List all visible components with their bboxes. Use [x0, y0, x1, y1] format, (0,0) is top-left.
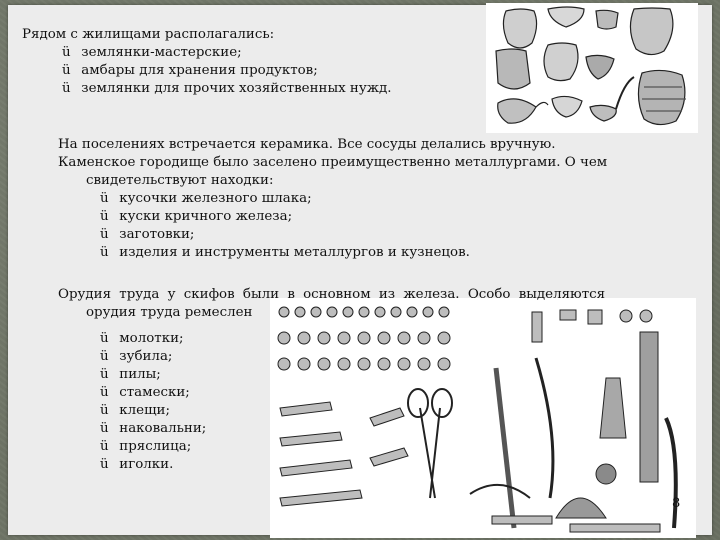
check-icon: ü — [62, 81, 71, 96]
check-icon: ü — [100, 227, 109, 242]
check-icon: ü — [100, 403, 109, 418]
intro-line: Рядом с жилищами располагались: — [22, 27, 275, 42]
list-item: ü землянки-мастерские; — [62, 45, 242, 60]
check-icon: ü — [100, 439, 109, 454]
list-item: ü землянки для прочих хозяйственных нужд. — [62, 81, 392, 96]
check-icon: ü — [100, 191, 109, 206]
tools-line-1: Орудия труда у скифов были в основном из железа. Особо выделяются — [58, 287, 606, 302]
check-icon: ü — [100, 385, 109, 400]
check-icon: ü — [100, 367, 109, 382]
tools-illustration — [270, 298, 696, 538]
ceramics-sentence: На поселениях встречается керамика. Все сосуды делались вручную. — [58, 137, 556, 152]
check-icon: ü — [100, 349, 109, 364]
check-icon: ü — [62, 63, 71, 78]
tools-line-2: орудия труда ремеслен — [86, 305, 253, 320]
list-item: ü наковальни; — [100, 421, 207, 436]
list-item: ü изделия и инструменты металлургов и кузнецов. — [100, 245, 470, 260]
page-number: 8 — [672, 496, 681, 511]
settlement-line-2: свидетельствуют находки: — [86, 173, 274, 188]
check-icon: ü — [100, 457, 109, 472]
list-item: ü клещи; — [100, 403, 170, 418]
list-item: ü амбары для хранения продуктов; — [62, 63, 318, 78]
check-icon: ü — [100, 421, 109, 436]
list-item: ü стамески; — [100, 385, 190, 400]
list-item: ü иголки. — [100, 457, 174, 472]
list-item: ü пилы; — [100, 367, 161, 382]
list-item: ü зубила; — [100, 349, 173, 364]
check-icon: ü — [100, 209, 109, 224]
list-item: ü куски кричного железа; — [100, 209, 293, 224]
list-item: ü заготовки; — [100, 227, 195, 242]
check-icon: ü — [62, 45, 71, 60]
list-item: ü пряслица; — [100, 439, 192, 454]
list-item: ü молотки; — [100, 331, 184, 346]
check-icon: ü — [100, 331, 109, 346]
list-item: ü кусочки железного шлака; — [100, 191, 312, 206]
check-icon: ü — [100, 245, 109, 260]
pottery-illustration — [486, 3, 698, 133]
settlement-line-1: Каменское городище было заселено преимущественно металлургами. О чем — [58, 155, 608, 170]
